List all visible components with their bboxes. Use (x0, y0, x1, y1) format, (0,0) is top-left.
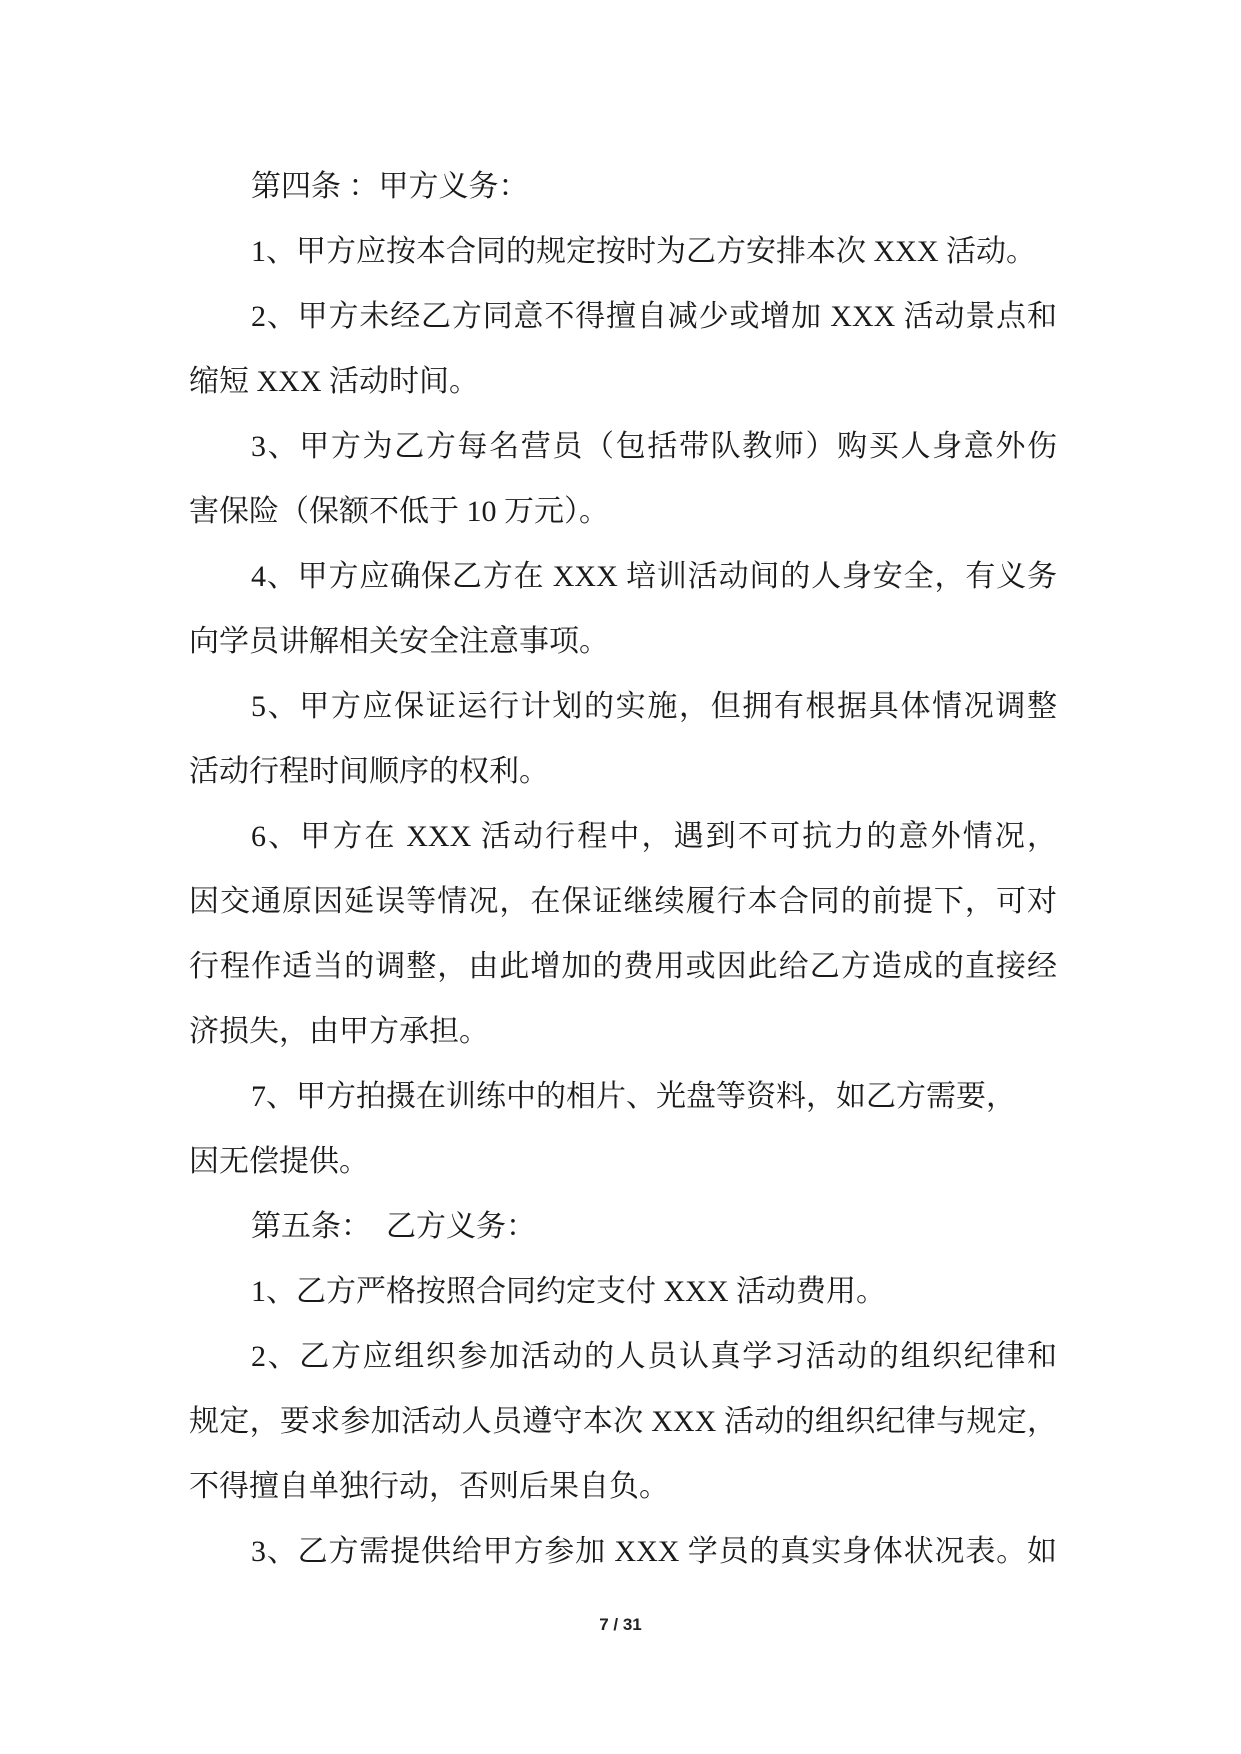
page-number: 7 / 31 (599, 1615, 642, 1634)
paragraph (189, 414, 1057, 544)
paragraph (189, 544, 1057, 674)
paragraph-line: 活动行程时间顺序的权利。 (189, 755, 549, 788)
paragraph-line: 1、乙方严格按照合同约定支付 XXX 活动费用。 (251, 1275, 886, 1308)
paragraph-line: 向学员讲解相关安全注意事项。 (189, 625, 609, 658)
paragraph-line: 因交通原因延误等情况，在保证继续履行本合同的前提下，可对 (189, 885, 1057, 918)
paragraph-line: 缩短 XXX 活动时间。 (189, 365, 479, 398)
paragraph-line: 3、甲方为乙方每名营员（包括带队教师）购买人身意外伤 (251, 430, 1057, 463)
paragraph-line: 1、甲方应按本合同的规定按时为乙方安排本次 XXX 活动。 (251, 235, 1036, 268)
paragraph (189, 1324, 1057, 1519)
paragraph-line: 因无偿提供。 (189, 1145, 369, 1178)
paragraph (189, 1064, 1057, 1194)
document-body (189, 154, 1057, 1584)
paragraph-line: 3、乙方需提供给甲方参加 XXX 学员的真实身体状况表。如 (251, 1535, 1057, 1568)
paragraph-line: 不得擅自单独行动，否则后果自负。 (189, 1470, 669, 1503)
paragraph (189, 219, 1057, 284)
article-heading: 第五条： 乙方义务： (251, 1210, 536, 1243)
paragraph-line: 2、甲方未经乙方同意不得擅自减少或增加 XXX 活动景点和 (251, 300, 1057, 333)
paragraph-line: 7、甲方拍摄在训练中的相片、光盘等资料，如乙方需要， (251, 1080, 1016, 1113)
paragraph-line: 规定，要求参加活动人员遵守本次 XXX 活动的组织纪律与规定， (189, 1405, 1057, 1438)
paragraph (189, 284, 1057, 414)
paragraph-line: 行程作适当的调整，由此增加的费用或因此给乙方造成的直接经 (189, 950, 1057, 983)
paragraph-line: 6、甲方在 XXX 活动行程中，遇到不可抗力的意外情况， (251, 820, 1057, 853)
paragraph-line: 4、甲方应确保乙方在 XXX 培训活动间的人身安全，有义务 (251, 560, 1057, 593)
article-5-heading (189, 1194, 1057, 1259)
paragraph (189, 1259, 1057, 1324)
paragraph-line: 2、乙方应组织参加活动的人员认真学习活动的组织纪律和 (251, 1340, 1057, 1373)
paragraph-line: 害保险（保额不低于 10 万元）。 (189, 495, 609, 528)
article-heading: 第四条 ：甲方义务： (251, 170, 529, 203)
paragraph (189, 674, 1057, 804)
paragraph (189, 1519, 1057, 1584)
article-4-heading (189, 154, 1057, 219)
paragraph-line: 5、甲方应保证运行计划的实施，但拥有根据具体情况调整 (251, 690, 1057, 723)
paragraph (189, 804, 1057, 1064)
paragraph-line: 济损失，由甲方承担。 (189, 1015, 489, 1048)
